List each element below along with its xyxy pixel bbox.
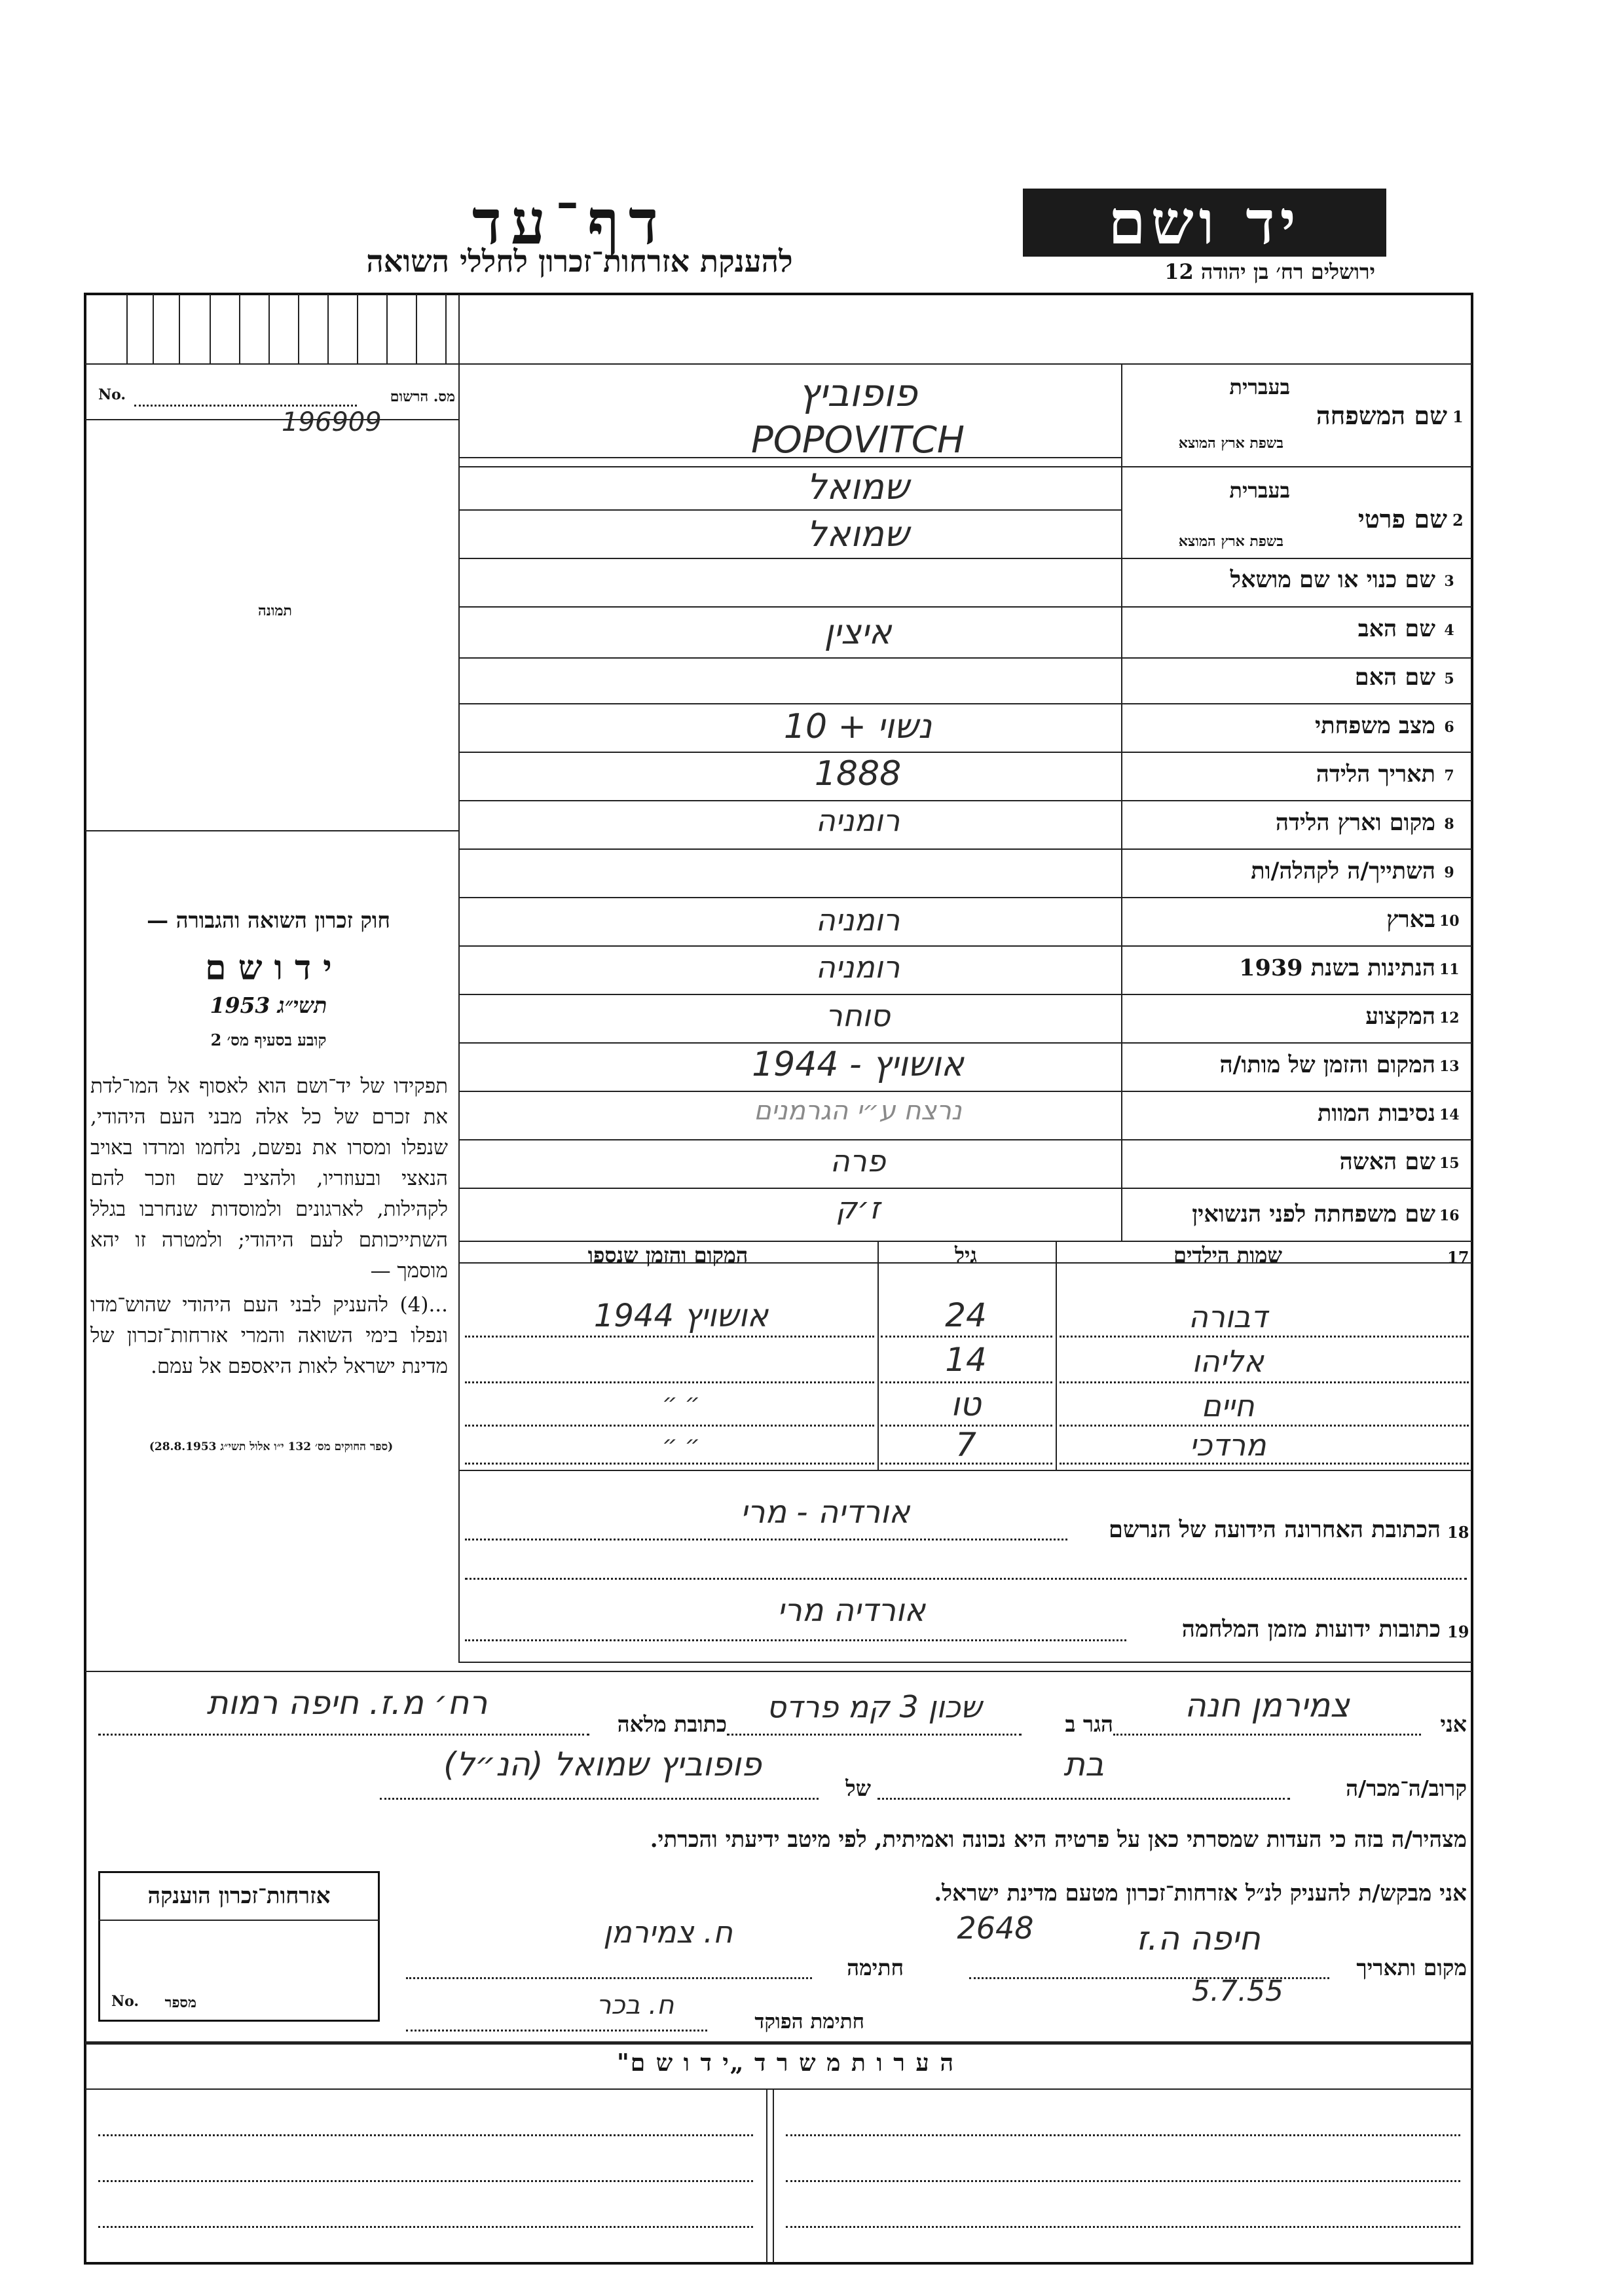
left-panel-divider <box>458 294 460 1662</box>
relation-label: קרוב/ה־מכר/ה <box>1346 1776 1467 1801</box>
officer-signature-value: ח. בכר <box>596 1990 674 2020</box>
field-11-label: הנתינות בשנת 1939 <box>1239 955 1435 981</box>
field-18-number: 18 <box>1447 1523 1469 1542</box>
child-3-age: טו <box>950 1385 982 1423</box>
law-text-paragraph-2: ...(4) להעניק לבני העם היהודי שהוש־מדו ונפלו בימי השואה והמרי אזרחות־זכרון של מדינת ישראל לאות היאספם אל עמם. <box>90 1293 448 1378</box>
field-14-number: 14 <box>1439 1106 1460 1123</box>
last-address-value: אורדיה - מרי <box>740 1494 910 1531</box>
field-2-sub-local: בשפת ארץ המוצא <box>1178 533 1283 550</box>
wife-maiden-name-value: ז׳ק <box>836 1190 880 1226</box>
signature-value: ח. צמירמן <box>603 1914 733 1950</box>
children-place-header: המקום והזמן שנספו <box>587 1243 748 1267</box>
stamp-number: 2648 <box>957 1910 1034 1946</box>
declarer-name-value: צמירמן חנה <box>1185 1686 1350 1724</box>
law-footnote: (ספר החוקים מס׳ 132 י״ו אלול תשי״ג 28.8.1953) <box>149 1440 394 1453</box>
field-9-label: השתייך/ה לקהלה/ות <box>1251 858 1435 884</box>
citizenship-no-label: No. <box>111 1993 139 2010</box>
field-10-label: בארץ <box>1386 906 1435 933</box>
field-8-number: 8 <box>1444 816 1454 833</box>
birth-place-value: רומניה <box>815 803 900 838</box>
yad-vashem-logo: יד ושם <box>1023 189 1386 257</box>
country-value: רומניה <box>815 902 900 938</box>
field-4-label: שם האב <box>1357 615 1435 642</box>
field-19-label: כתובות ידועות מזמן המלחמה <box>1181 1616 1441 1643</box>
first-name-hebrew-value: שמואל <box>806 466 910 507</box>
father-name-value: איצין <box>824 613 892 652</box>
marital-status-value: נשוי + 10 <box>783 707 932 746</box>
page-subtitle: להענקת אזרחות־זכרון לחללי השואה <box>366 244 793 279</box>
law-name: י ד ו ש ם <box>205 948 332 988</box>
resides-label: הגר ב <box>1065 1711 1113 1737</box>
full-address-value: רח׳ מ.ז. חיפה רמות <box>206 1684 488 1722</box>
field-13-number: 13 <box>1439 1058 1460 1075</box>
field-2-label: שם פרטי <box>1357 504 1447 534</box>
declaration-statement-2: אני מבקש/ת להעניק לנ״ל אזרחות־זכרון מטעם מדינת ישראל. <box>934 1880 1467 1906</box>
field-11-number: 11 <box>1439 961 1460 978</box>
surname-local-value: POPOVITCH <box>751 419 965 462</box>
field-12-label: המקצוע <box>1365 1003 1435 1030</box>
field-16-label: שם משפחתה לפני הנשואין <box>1192 1201 1435 1228</box>
field-8-label: מקום וארץ הלידה <box>1275 809 1435 836</box>
child-1-name: דבורה <box>1188 1299 1268 1334</box>
child-2-name: אליהו <box>1192 1343 1264 1379</box>
death-place-date-value: אושויץ - 1944 <box>752 1045 964 1084</box>
field-10-number: 10 <box>1439 913 1460 930</box>
child-2-age: 14 <box>945 1341 987 1379</box>
photo-label: תמונה <box>258 602 292 619</box>
field-7-label: תאריך הלידה <box>1316 761 1435 788</box>
surname-hebrew-value: פופוביץ <box>798 371 917 415</box>
field-1-sub-hebrew: בעברית <box>1229 374 1290 399</box>
field-5-number: 5 <box>1444 670 1454 687</box>
relation-value: בת <box>1063 1745 1104 1783</box>
place-date-label: מקום ותאריך <box>1356 1955 1467 1980</box>
field-3-number: 3 <box>1444 573 1454 590</box>
office-remarks-title: ה ע ר ו ת מ ש ר ד „י ד ו ש ם" <box>616 2049 955 2077</box>
field-12-number: 12 <box>1439 1010 1460 1027</box>
field-6-number: 6 <box>1444 719 1454 736</box>
page-title: דף־עד <box>471 187 668 259</box>
citizenship-no-hebrew: מספר <box>164 1994 196 2011</box>
child-4-name: מרדכי <box>1189 1427 1266 1463</box>
field-4-number: 4 <box>1444 622 1454 639</box>
child-3-name: חיים <box>1201 1388 1255 1423</box>
occupation-value: סוחר <box>825 998 891 1033</box>
child-1-age: 24 <box>945 1296 987 1334</box>
logo-address: ירושלים רח׳ בן יהודה 12 <box>1164 259 1375 284</box>
date-written: 5.7.55 <box>1192 1975 1283 2008</box>
children-names-header: שמות הילדים <box>1173 1243 1282 1267</box>
signature-label: חתימה <box>847 1955 904 1980</box>
field-9-number: 9 <box>1444 864 1454 881</box>
field-1-number: 1 <box>1452 407 1464 426</box>
of-value: פופוביץ שמואל (הנ״ל) <box>443 1745 762 1783</box>
death-circumstances-value: נרצח ע״י הגרמנים <box>754 1096 962 1126</box>
field-15-number: 15 <box>1439 1155 1460 1172</box>
registration-label: מס. הרשום <box>390 388 455 405</box>
field-6-label: מצב משפחתי <box>1315 712 1435 739</box>
field-7-number: 7 <box>1444 767 1454 784</box>
child-4-age: 7 <box>955 1426 976 1464</box>
registration-no-label: No. <box>98 386 126 403</box>
field-13-label: המקום והזמן של מותו/ה <box>1219 1051 1435 1078</box>
field-17-number: 17 <box>1447 1248 1469 1267</box>
of-label: של <box>845 1776 871 1801</box>
field-1-label: שם המשפחה <box>1316 401 1447 430</box>
field-16-number: 16 <box>1439 1207 1460 1224</box>
law-section: קובע בסעיף מס׳ 2 <box>210 1030 327 1049</box>
field-3-label: שם כנוי או שם מושאל <box>1230 566 1435 593</box>
field-2-number: 2 <box>1452 511 1464 530</box>
law-year: תשי״ג 1953 <box>210 993 327 1018</box>
birth-date-value: 1888 <box>814 754 902 793</box>
declaration-statement-1: מצהיר/ה בזה כי העדות שמסרתי כאן על פרטיה היא נכונה ואמיתית, לפי מיטב ידיעתי והכרתי. <box>650 1827 1467 1853</box>
child-4-place: ״ ״ <box>662 1431 700 1458</box>
citizenship-1939-value: רומניה <box>815 949 900 985</box>
first-name-local-value: שמואל <box>806 513 910 555</box>
declaration-ani-label: אני <box>1440 1711 1467 1737</box>
photo-box-bottom <box>85 830 458 831</box>
child-3-place: ״ ״ <box>662 1389 700 1416</box>
child-1-place: אושויץ 1944 <box>593 1298 769 1334</box>
field-5-label: שם האם <box>1354 664 1435 691</box>
field-19-number: 19 <box>1447 1622 1469 1641</box>
citizenship-box-title: אזרחות־זכרון הוענקה <box>147 1883 331 1909</box>
resides-value: שכון 3 קמ פרדס <box>766 1689 982 1724</box>
law-text-paragraph-1: תפקידו של יד־ושם הוא לאסוף אל המו־לדת את זכרם של כל אלה מבני העם היהודי, שנפלו ומסרו את נפשם, נלחמו ומרדו באויב הנאצי ובעוזריו, ולהציב שם וזכר להם לקהילות, לארגונים ולמוסדות שנחרבו בגלל השתייכותם לעם היהודי; ולמטרה זו יהא מוסמך — <box>90 1074 448 1283</box>
wife-name-value: פרה <box>830 1143 886 1178</box>
place-date-value: חיפה ה.ז <box>1136 1920 1261 1958</box>
field-1-sub-local: בשפת ארץ המוצא <box>1178 435 1283 452</box>
full-address-label: כתובת מלאה <box>617 1711 727 1737</box>
field-18-label: הכתובת האחרונה הידועה של הנרשם <box>1109 1516 1441 1543</box>
field-14-label: נסיבות המוות <box>1318 1100 1435 1127</box>
children-age-header: גיל <box>955 1243 977 1267</box>
field-15-label: שם האשה <box>1339 1148 1435 1175</box>
top-strip-line <box>85 363 1472 365</box>
law-title: חוק זכרון השואה והגבורה — <box>147 907 390 933</box>
registration-number: 196909 <box>282 407 382 437</box>
field-2-sub-hebrew: בעברית <box>1229 478 1290 503</box>
officer-signature-label: חתימת הפוקד <box>754 2010 864 2033</box>
wartime-address-value: אורדיה מרי <box>777 1592 926 1629</box>
